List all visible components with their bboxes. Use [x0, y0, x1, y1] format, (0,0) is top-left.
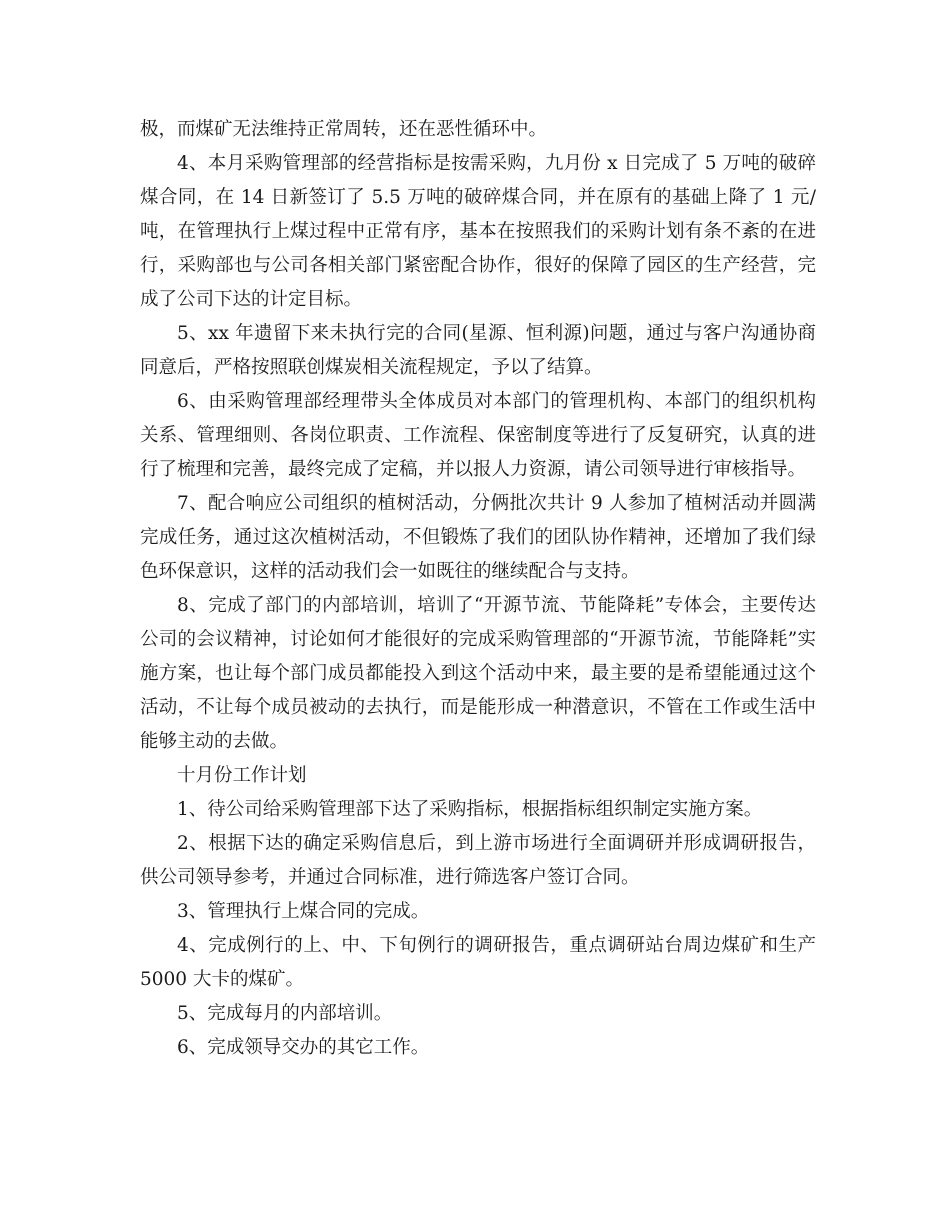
plan-item-1: 1、待公司给采购管理部下达了采购指标，根据指标组织制定实施方案。 — [177, 799, 763, 820]
paragraph-item-5: 5、xx 年遗留下来未执行完的合同(星源、恒利源)问题，通过与客户沟通协商同意后，严格按照联创煤炭相关流程规定，予以了结算。 — [140, 323, 816, 378]
plan-item-4: 4、完成例行的上、中、下旬例行的调研报告，重点调研站台周边煤矿和生产 5000 大卡的煤矿。 — [140, 935, 816, 990]
section-heading-october-plan: 十月份工作计划 — [177, 765, 307, 786]
plan-item-2: 2、根据下达的确定采购信息后，到上游市场进行全面调研并形成调研报告，供公司领导参考，并通过合同标准，进行筛选客户签订合同。 — [140, 833, 816, 888]
paragraph-item-7: 7、配合响应公司组织的植树活动，分俩批次共计 9 人参加了植树活动并圆满完成任务，通过这次植树活动，不但锻炼了我们的团队协作精神，还增加了我们绿色环保意识，这样的活动我们会一如既往的继续配合与支持。 — [140, 493, 816, 582]
document-body — [140, 113, 816, 1065]
plan-item-5: 5、完成每月的内部培训。 — [177, 1003, 393, 1024]
paragraph-item-4: 4、本月采购管理部的经营指标是按需采购，九月份 x 日完成了 5 万吨的破碎煤合同，在 14 日新签订了 5.5 万吨的破碎煤合同，并在原有的基础上降了 1 元/吨，在管理执行上煤过程中正常有序，基本在按照我们的采购计划有条不紊的在进行，采购部也与公司各相关部门紧密配合协作，很好的保障了园区的生产经营，完成了公司下达的计定目标。 — [140, 153, 816, 310]
paragraph-item-6: 6、由采购管理部经理带头全体成员对本部门的管理机构、本部门的组织机构关系、管理细则、各岗位职责、工作流程、保密制度等进行了反复研究，认真的进行了梳理和完善，最终完成了定稿，并以报人力资源，请公司领导进行审核指导。 — [140, 391, 816, 480]
paragraph-item-8: 8、完成了部门的内部培训，培训了“开源节流、节能降耗”专体会，主要传达公司的会议精神，讨论如何才能很好的完成采购管理部的“开源节流，节能降耗”实施方案，也让每个部门成员都能投入到这个活动中来，最主要的是希望能通过这个活动，不让每个成员被动的去执行，而是能形成一种潜意识，不管在工作或生活中能够主动的去做。 — [140, 595, 816, 752]
plan-item-6: 6、完成领导交办的其它工作。 — [177, 1037, 430, 1058]
paragraph-continuation: 极，而煤矿无法维持正常周转，还在恶性循环中。 — [140, 119, 548, 140]
plan-item-3: 3、管理执行上煤合同的完成。 — [177, 901, 430, 922]
